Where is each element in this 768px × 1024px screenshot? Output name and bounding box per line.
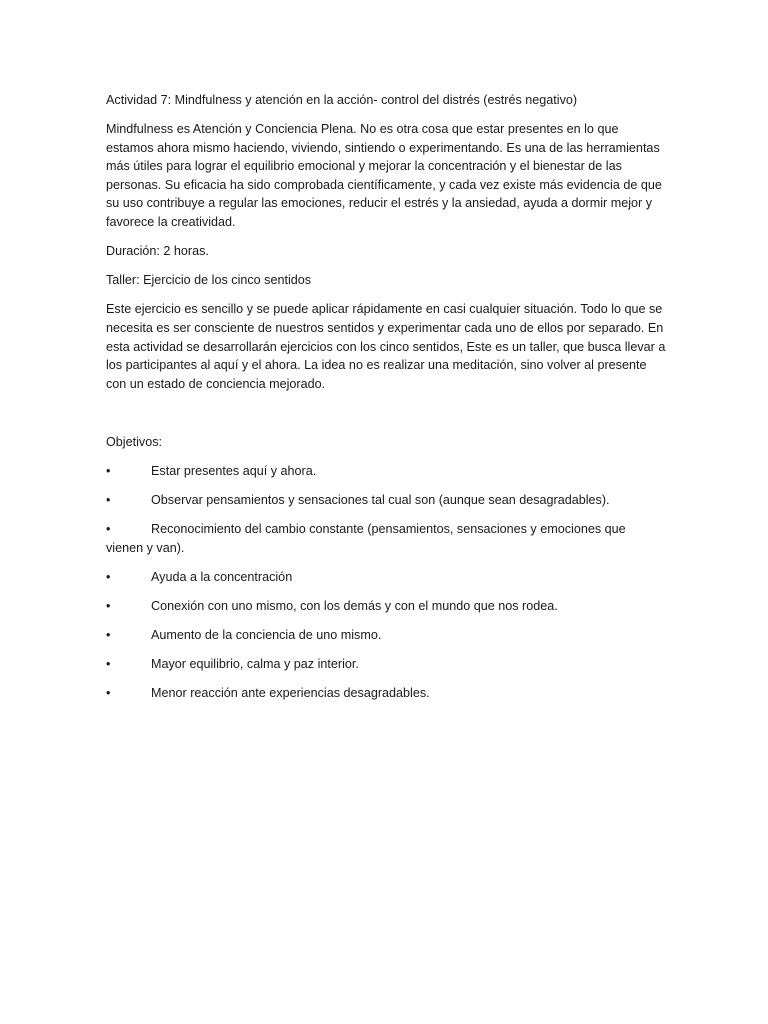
objective-item <box>106 684 666 703</box>
activity-title: Actividad 7: Mindfulness y atención en la acción- control del distrés (estrés negativo) <box>106 93 578 107</box>
objective-text: Menor reacción ante experiencias desagradables. <box>151 686 430 701</box>
objective-text: Reconocimiento del cambio constante (pensamientos, sensaciones y emociones que vienen y van). <box>106 522 626 555</box>
intro-paragraph: Mindfulness es Atención y Conciencia Plena. No es otra cosa que estar presentes en lo que estamos ahora mismo haciendo, viviendo, sintiendo o experimentando. Es una de las herramientas más útiles para lograr el equilibrio emocional y mejorar la concentración y el bienestar de las personas. Su eficacia ha sido comprobada científicamente, y cada vez existe más evidencia de que su uso contribuye a regular las emociones, reducir el estrés y la ansiedad, ayuda a dormir mejor y favorece la creatividad. <box>106 122 662 230</box>
objective-item <box>106 626 666 645</box>
bullet-icon: • <box>106 569 111 584</box>
objective-item <box>106 491 666 510</box>
objective-text: Conexión con uno mismo, con los demás y con el mundo que nos rodea. <box>151 598 558 613</box>
bullet-icon: • <box>106 627 111 642</box>
description-paragraph: Este ejercicio es sencillo y se puede aplicar rápidamente en casi cualquier situación. Todo lo que se necesita es ser consciente de nuestros sentidos y experimentar cada uno de ellos por separado. En esta actividad se desarrollarán ejercicios con los cinco sentidos, Este es un taller, que busca llevar a los participantes al aquí y el ahora. La idea no es realizar una meditación, sino volver al presente con un estado de conciencia mejorado. <box>106 302 666 391</box>
bullet-icon: • <box>106 598 111 613</box>
objective-text: Aumento de la conciencia de uno mismo. <box>151 627 382 642</box>
objective-text: Ayuda a la concentración <box>151 569 293 584</box>
objective-item <box>106 568 666 587</box>
bullet-icon: • <box>106 522 111 537</box>
bullet-icon: • <box>106 686 111 701</box>
objective-text: Estar presentes aquí y ahora. <box>151 463 317 478</box>
duration-line: Duración: 2 horas. <box>106 244 209 259</box>
objective-item <box>106 597 666 616</box>
bullet-icon: • <box>106 493 111 507</box>
bullet-icon: • <box>106 463 111 478</box>
objective-item <box>106 462 666 481</box>
bullet-icon: • <box>106 657 111 672</box>
objective-item <box>106 520 666 557</box>
objectives-heading: Objetivos: <box>106 434 162 449</box>
objective-text: Mayor equilibrio, calma y paz interior. <box>151 657 359 672</box>
workshop-line: Taller: Ejercicio de los cinco sentidos <box>106 273 312 288</box>
blank-line <box>106 404 666 433</box>
objective-text: Observar pensamientos y sensaciones tal cual son (aunque sean desagradables). <box>151 493 610 507</box>
document-body <box>106 91 666 713</box>
objective-item <box>106 655 666 674</box>
